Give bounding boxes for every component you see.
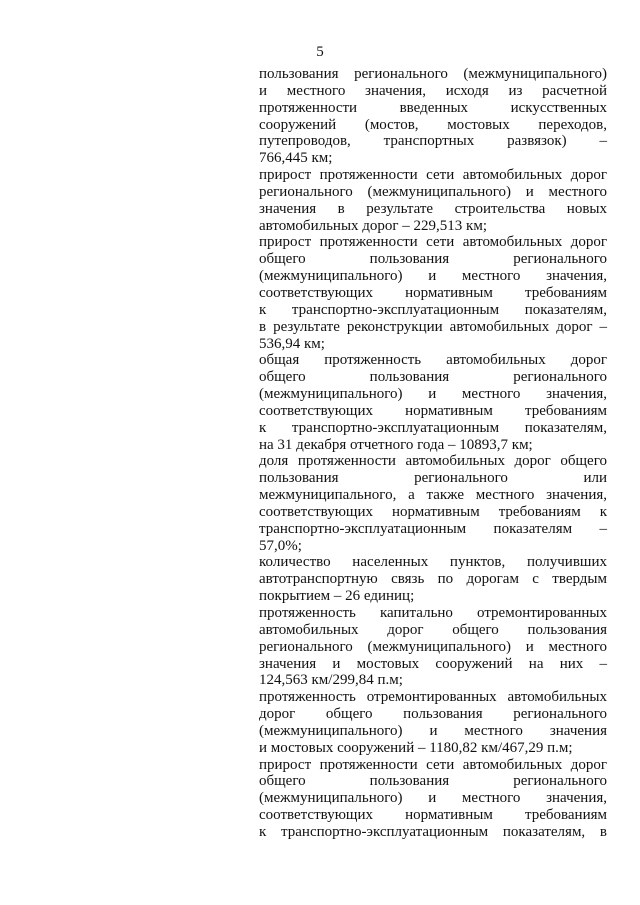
text-line: сооружений (мостов, мостовых переходов, bbox=[259, 116, 607, 133]
text-line: соответствующих нормативным требованиям к bbox=[259, 503, 607, 520]
paragraph bbox=[259, 167, 607, 234]
text-line: соответствующих нормативным требованиям bbox=[259, 402, 607, 419]
text-line: протяженность капитально отремонтированных bbox=[259, 605, 607, 621]
text-line: пользования регионального или bbox=[259, 470, 607, 487]
text-line: значения и мостовых сооружений на них – bbox=[259, 655, 607, 672]
text-line: регионального (межмуниципального) и местного bbox=[259, 183, 607, 200]
text-line: к транспортно-эксплуатационным показателям, bbox=[259, 419, 607, 436]
text-line: и мостовых сооружений – 1180,82 км/467,29 п.м; bbox=[259, 739, 573, 756]
paragraph bbox=[259, 234, 607, 352]
text-line: автотранспортную связь по дорогам с твердым bbox=[259, 571, 607, 588]
text-line: соответствующих нормативным требованиям bbox=[259, 284, 607, 301]
text-line: (межмуниципального) и местного значения, bbox=[259, 268, 607, 285]
paragraph bbox=[259, 757, 607, 841]
text-line: прирост протяженности сети автомобильных дорог bbox=[259, 756, 607, 773]
text-column bbox=[259, 66, 607, 841]
text-line: общая протяженность автомобильных дорог bbox=[259, 352, 607, 369]
text-line: общего пользования регионального bbox=[259, 773, 607, 790]
paragraph bbox=[259, 453, 607, 554]
paragraph bbox=[259, 352, 607, 453]
text-line: автомобильных дорог общего пользования bbox=[259, 621, 607, 638]
text-line: в результате реконструкции автомобильных дорог – bbox=[259, 318, 607, 335]
text-line: 536,94 км; bbox=[259, 335, 325, 352]
text-line: прирост протяженности сети автомобильных дорог bbox=[259, 234, 607, 251]
text-line: доля протяженности автомобильных дорог общего bbox=[259, 453, 607, 470]
text-line: прирост протяженности сети автомобильных дорог bbox=[259, 167, 607, 184]
page-number: 5 bbox=[316, 44, 324, 60]
text-line: (межмуниципального) и местного значения, bbox=[259, 790, 607, 807]
text-line: (межмуниципального) и местного значения, bbox=[259, 386, 607, 403]
text-line: протяженность отремонтированных автомобильных bbox=[259, 689, 607, 706]
text-line: количество населенных пунктов, получивших bbox=[259, 554, 607, 571]
text-line: на 31 декабря отчетного года – 10893,7 км; bbox=[259, 436, 533, 453]
text-line: соответствующих нормативным требованиям bbox=[259, 807, 607, 824]
text-line: 124,563 км/299,84 п.м; bbox=[259, 672, 403, 689]
text-line: пользования регионального (межмуниципального) bbox=[259, 66, 607, 82]
text-line: покрытием – 26 единиц; bbox=[259, 588, 415, 605]
text-line: общего пользования регионального bbox=[259, 369, 607, 386]
text-line: к транспортно-эксплуатационным показателям, в bbox=[259, 823, 607, 840]
text-line: общего пользования регионального bbox=[259, 251, 607, 268]
text-line: транспортно-эксплуатационным показателям – bbox=[259, 520, 607, 537]
text-line: 57,0%; bbox=[259, 537, 302, 554]
text-line: и местного значения, исходя из расчетной bbox=[259, 82, 607, 99]
text-line: регионального (межмуниципального) и местного bbox=[259, 638, 607, 655]
text-line: (межмуниципального) и местного значения bbox=[259, 722, 607, 739]
text-line: дорог общего пользования регионального bbox=[259, 706, 607, 723]
text-line: автомобильных дорог – 229,513 км; bbox=[259, 217, 488, 234]
paragraph bbox=[259, 605, 607, 689]
text-line: к транспортно-эксплуатационным показателям, bbox=[259, 301, 607, 318]
paragraph bbox=[259, 66, 607, 167]
paragraph bbox=[259, 689, 607, 756]
text-line: протяженности введенных искусственных bbox=[259, 99, 607, 116]
text-line: межмуниципального, а также местного значения, bbox=[259, 487, 607, 504]
paragraph bbox=[259, 554, 607, 605]
text-line: значения в результате строительства новых bbox=[259, 200, 607, 217]
text-line: путепроводов, транспортных развязок) – bbox=[259, 133, 607, 150]
text-line: 766,445 км; bbox=[259, 150, 333, 167]
